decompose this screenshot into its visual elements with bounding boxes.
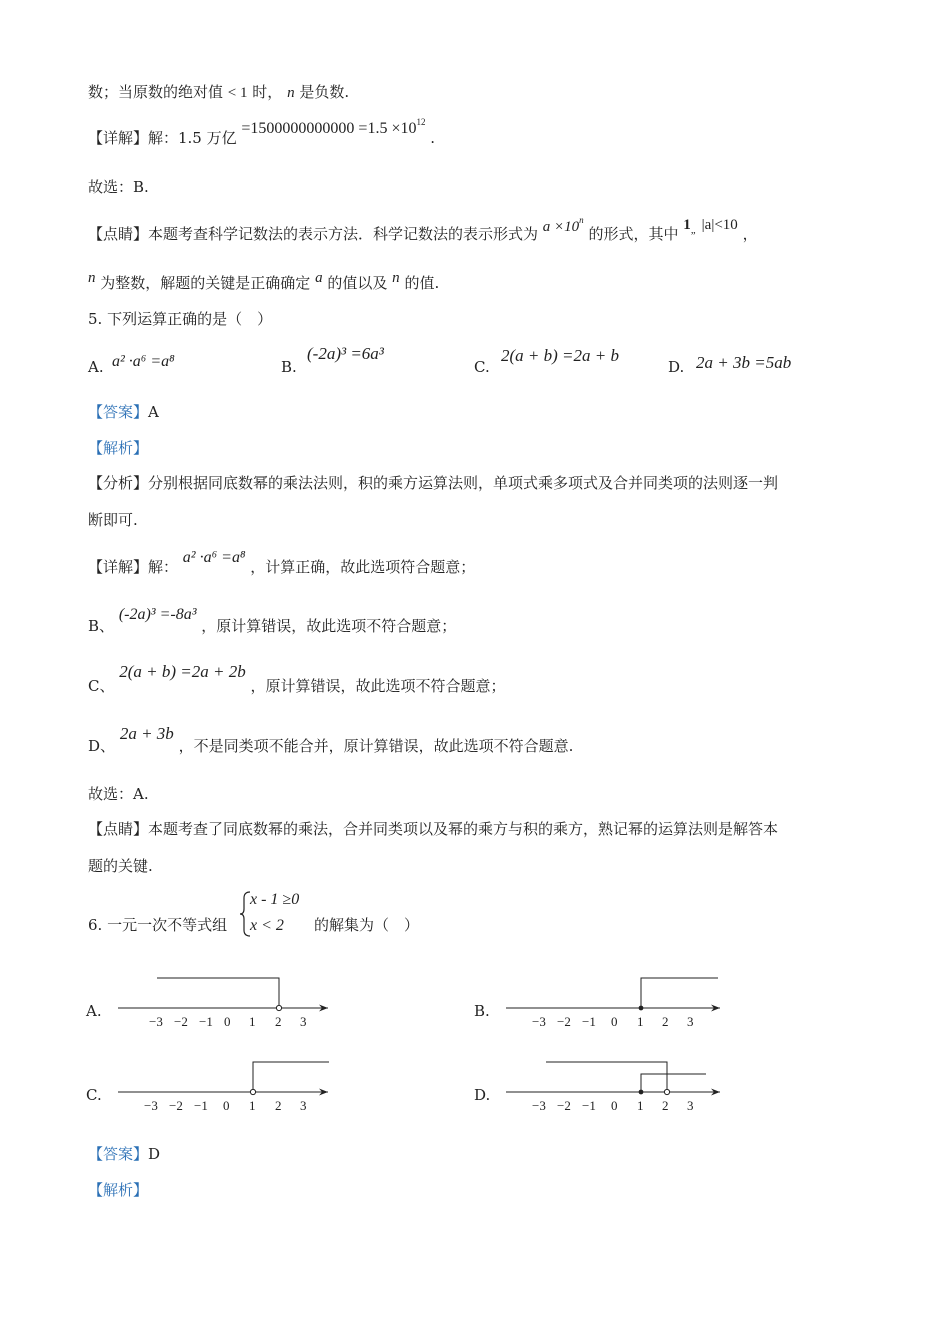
tick-label: −2: [174, 1014, 188, 1029]
tick-label: 0: [611, 1014, 618, 1029]
inequality-system: [240, 890, 316, 938]
option-b-label: B.: [281, 358, 297, 376]
text-segment: ，: [742, 225, 758, 243]
answer-line: [88, 1144, 160, 1164]
tick-label: 1: [637, 1098, 644, 1113]
text-segment: ，原计算错误，故此选项不符合题意；: [201, 617, 457, 635]
option-b-expression: (-2a)³ =6a³: [307, 344, 384, 363]
option-c-label: C.: [474, 358, 490, 376]
detail-line: [88, 549, 476, 578]
text-segment: 的值.: [404, 274, 440, 292]
solution-bracket: [641, 978, 718, 1008]
math-base: a ×10: [542, 219, 580, 235]
tick-label: 3: [300, 1098, 307, 1113]
tick-label: 3: [687, 1014, 694, 1029]
math-expression: [241, 117, 426, 137]
closed-point: [639, 1090, 644, 1095]
answer-value: D: [148, 1145, 161, 1163]
tick-label: −2: [169, 1098, 183, 1113]
text-line: [88, 82, 349, 103]
option-d-label: D.: [474, 1086, 491, 1104]
option-d-label: D.: [668, 358, 685, 376]
comment-line: [88, 215, 758, 246]
tick-label: −3: [532, 1014, 546, 1029]
comment-line: 题的关键.: [88, 857, 153, 875]
answer-tag: 【答案】: [88, 403, 149, 421]
math-variable: n: [392, 270, 400, 286]
option-b-label: B.: [474, 1002, 490, 1020]
analysis-line: 【分析】分别根据同底数幂的乘法法则，积的乘方运算法则，单项式乘多项式及合并同类项的法则逐一判: [88, 474, 779, 492]
pick-line: 故选：A.: [88, 785, 149, 803]
tick-label: 0: [224, 1014, 231, 1029]
text-segment: 【详解】解：: [88, 558, 179, 576]
text-segment: B、: [88, 617, 115, 635]
tick-label: 0: [223, 1098, 230, 1113]
math-expression: < 1: [227, 85, 248, 101]
open-point: [664, 1089, 669, 1094]
tick-label: −2: [557, 1098, 571, 1113]
answer-value: A: [148, 403, 159, 421]
math-variable: n: [88, 270, 96, 286]
tick-label: 2: [662, 1014, 669, 1029]
tick-label: −1: [582, 1098, 596, 1113]
tick-label: 2: [275, 1014, 282, 1029]
detail-line: [88, 606, 457, 637]
tick-labels: [144, 1098, 307, 1113]
text-segment: 【点睛】本题考查科学记数法的表示方法．科学记数法的表示形式为: [88, 225, 539, 243]
math-variable: n: [287, 85, 295, 101]
analysis-tag: 【解析】: [88, 439, 149, 457]
comment-line: [88, 270, 440, 294]
tick-label: 1: [637, 1014, 644, 1029]
question-5-stem: 5. 下列运算正确的是（ ）: [88, 310, 273, 328]
inequality-1: x - 1 ≥0: [250, 891, 300, 908]
text-segment: ，原计算错误，故此选项不符合题意；: [250, 677, 506, 695]
math-number: 1: [683, 217, 691, 233]
text-segment: ，计算正确，故此选项符合题意；: [250, 558, 476, 576]
option-a-label: A.: [86, 1002, 102, 1020]
text-segment: 时，: [252, 83, 283, 101]
number-line-a: [110, 968, 340, 1032]
tick-label: −3: [149, 1014, 163, 1029]
tick-labels: [532, 1098, 694, 1113]
answer-tag: 【答案】: [88, 1145, 149, 1163]
math-symbol: „: [690, 224, 697, 236]
detail-line: [88, 662, 506, 696]
detail-line: [88, 724, 574, 756]
open-point: [276, 1005, 281, 1010]
inequality-2: x < 2: [250, 917, 284, 934]
tick-label: 1: [249, 1014, 256, 1029]
text-segment: 【详解】解：1.5 万亿: [88, 129, 237, 147]
tick-label: 0: [611, 1098, 618, 1113]
tick-labels: [532, 1014, 694, 1029]
tick-label: 1: [249, 1098, 256, 1113]
pick-line: 故选：B.: [88, 178, 149, 196]
math-expression: 2a + 3b: [119, 724, 174, 743]
math-exponent: n: [579, 215, 584, 225]
option-c-label: C.: [86, 1086, 102, 1104]
solution-bracket-at-least-1: [641, 1074, 706, 1092]
text-segment: 是负数.: [299, 83, 350, 101]
question-6-stem-end: 的解集为（ ）: [314, 916, 420, 934]
text-segment: C、: [88, 677, 115, 695]
math-variable: a: [315, 270, 323, 286]
question-6-stem: 6. 一元一次不等式组: [88, 916, 228, 934]
closed-point: [639, 1006, 644, 1011]
math-base: =1500000000000 =1.5 ×10: [241, 120, 417, 137]
option-c-expression: 2(a + b) =2a + b: [501, 346, 619, 365]
text-segment: ，不是同类项不能合并，原计算错误，故此选项不符合题意.: [178, 737, 574, 755]
tick-label: 2: [662, 1098, 669, 1113]
tick-label: 2: [275, 1098, 282, 1113]
tick-label: −1: [194, 1098, 208, 1113]
tick-label: −3: [532, 1098, 546, 1113]
number-line-c: [110, 1052, 340, 1116]
text-segment: 为整数，解题的关键是正确确定: [100, 274, 311, 292]
option-d-expression: 2a + 3b =5ab: [696, 353, 792, 372]
math-expression: a² ·a⁶ =a⁸: [182, 549, 246, 566]
option-a-label: A.: [88, 358, 104, 376]
solution-bracket-less-than-2: [546, 1062, 667, 1092]
tick-labels: [149, 1014, 307, 1029]
comment-line: 【点睛】本题考查了同底数幂的乘法，合并同类项以及幂的乘方与积的乘方，熟记幂的运算法则是解答本: [88, 820, 779, 838]
tick-label: 3: [300, 1014, 307, 1029]
tick-label: 3: [687, 1098, 694, 1113]
math-expression: |a|<10: [701, 217, 738, 233]
tick-label: −2: [557, 1014, 571, 1029]
tick-label: −1: [199, 1014, 213, 1029]
answer-line: [88, 402, 159, 422]
text-segment: .: [430, 129, 436, 147]
text-segment: 的值以及: [327, 274, 388, 292]
math-exponent: 12: [416, 117, 426, 127]
option-a-expression: a² ·a⁶ =a⁸: [112, 353, 175, 370]
open-point: [250, 1089, 255, 1094]
solution-bracket: [253, 1062, 329, 1092]
detail-line: [88, 117, 436, 149]
analysis-line: 断即可.: [88, 511, 138, 529]
math-expression: (-2a)³ =-8a³: [118, 606, 197, 623]
number-line-d: [498, 1052, 728, 1116]
text-segment: D、: [88, 737, 116, 755]
text-segment: 数；当原数的绝对值: [88, 83, 224, 101]
number-line-b: [498, 968, 728, 1032]
analysis-tag: 【解析】: [88, 1181, 149, 1199]
math-expression: 2(a + b) =2a + 2b: [119, 662, 246, 681]
solution-bracket: [157, 978, 279, 1008]
text-segment: 的形式，其中: [588, 225, 679, 243]
math-expression: [542, 215, 584, 235]
tick-label: −1: [582, 1014, 596, 1029]
tick-label: −3: [144, 1098, 158, 1113]
